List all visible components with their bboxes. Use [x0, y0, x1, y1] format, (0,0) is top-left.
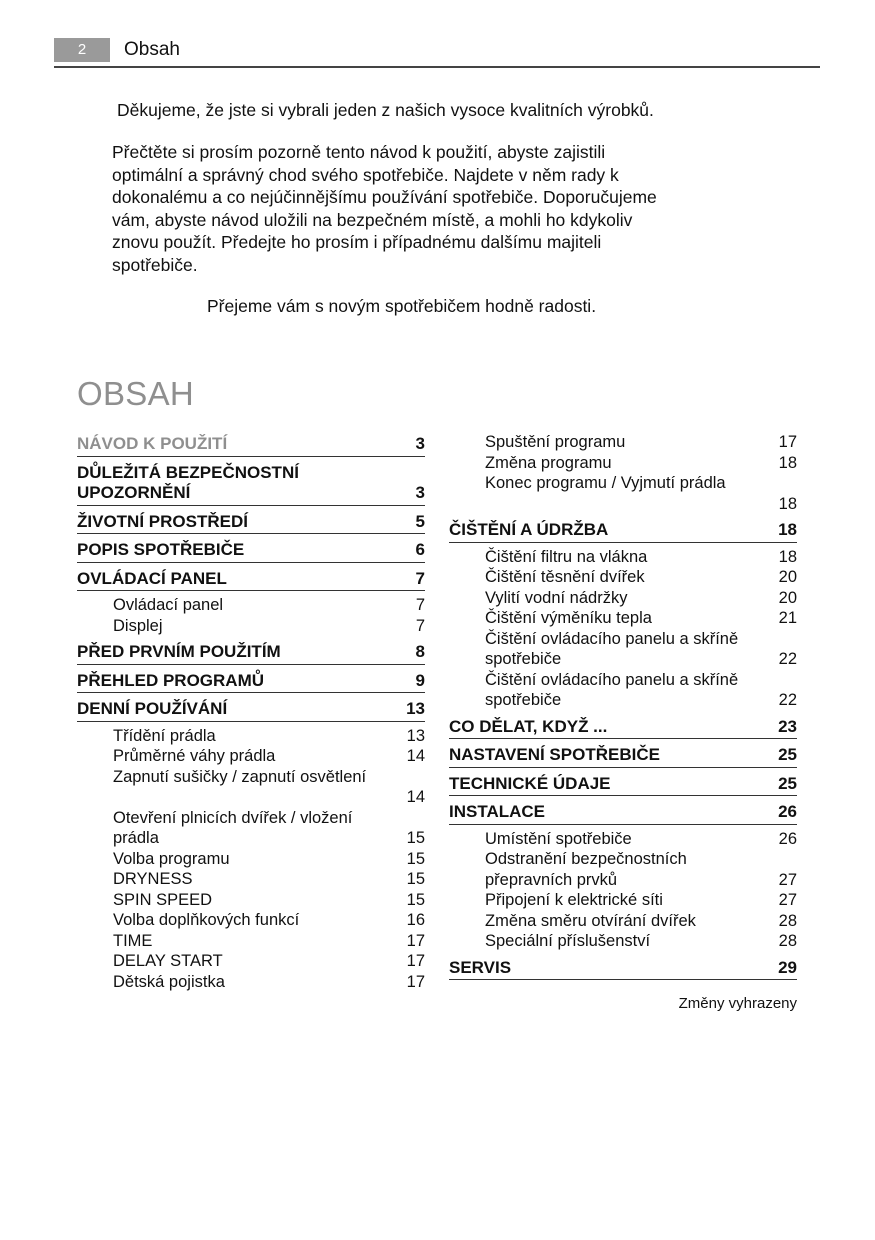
toc-section[interactable]: PŘEHLED PROGRAMŮ 9 — [77, 669, 425, 694]
toc-section[interactable]: POPIS SPOTŘEBIČE 6 — [77, 538, 425, 563]
toc-section[interactable]: DŮLEŽITÁ BEZPEČNOSTNÍ UPOZORNĚNÍ 3 — [77, 461, 425, 506]
toc-section[interactable]: CO DĚLAT, KDYŽ ... 23 — [449, 715, 797, 740]
toc-section[interactable]: NÁVOD K POUŽITÍ 3 — [77, 432, 425, 457]
toc-subentry[interactable]: Průměrné váhy prádla 14 — [113, 747, 425, 765]
toc-subentry[interactable]: Umístění spotřebiče 26 — [485, 829, 797, 848]
toc-subentry[interactable]: Zapnutí sušičky / zapnutí osvětlení 14 — [113, 767, 425, 806]
toc-section[interactable]: DENNÍ POUŽÍVÁNÍ 13 — [77, 697, 425, 722]
toc-subentry[interactable]: Změna směru otvírání dvířek 28 — [485, 911, 797, 930]
toc-subentry[interactable]: Dětská pojistka 17 — [113, 972, 425, 991]
header-title: Obsah — [124, 39, 180, 60]
page-header — [54, 38, 820, 68]
toc-subentry[interactable]: DELAY START 17 — [113, 952, 425, 970]
toc-subentry[interactable]: Třídění prádla 13 — [113, 726, 425, 745]
intro-wish: Přejeme vám s novým spotřebičem hodně radosti. — [207, 296, 597, 316]
toc-section[interactable]: SERVIS 29 — [449, 956, 797, 981]
intro-thanks: Děkujeme, že jste si vybrali jeden z našich vysoce kvalitních výrobků. — [117, 100, 654, 120]
toc-subentry[interactable]: Čištění filtru na vlákna 18 — [485, 547, 797, 566]
toc-heading: OBSAH — [77, 375, 195, 412]
toc-subentry[interactable]: Vylití vodní nádržky 20 — [485, 588, 797, 607]
toc-subentry[interactable]: Ovládací panel 7 — [113, 596, 425, 614]
toc-subentry[interactable]: DRYNESS 15 — [113, 870, 425, 888]
toc-right-column — [449, 432, 797, 984]
toc-left-column — [77, 432, 425, 992]
toc-section[interactable]: PŘED PRVNÍM POUŽITÍM 8 — [77, 640, 425, 665]
toc-section[interactable]: OVLÁDACÍ PANEL 7 — [77, 567, 425, 592]
toc-subentry[interactable]: Otevření plnicích dvířek / vložení prádla 15 — [113, 808, 425, 847]
toc-subentry[interactable]: SPIN SPEED 15 — [113, 890, 425, 909]
toc-subentry[interactable]: Čištění ovládacího panelu a skříně spotřebiče 22 — [485, 629, 797, 668]
toc-subentry[interactable]: Spuštění programu 17 — [485, 433, 797, 451]
footer-note: Změny vyhrazeny — [678, 995, 797, 1012]
toc-subentry[interactable]: Volba doplňkových funkcí 16 — [113, 911, 425, 929]
toc-subentry[interactable]: Volba programu 15 — [113, 849, 425, 868]
toc-section[interactable]: NASTAVENÍ SPOTŘEBIČE 25 — [449, 743, 797, 768]
toc-subentry[interactable]: Připojení k elektrické síti 27 — [485, 891, 797, 909]
toc-section[interactable]: ŽIVOTNÍ PROSTŘEDÍ 5 — [77, 510, 425, 535]
toc-subentry[interactable]: TIME 17 — [113, 931, 425, 950]
toc-subentry[interactable]: Změna programu 18 — [485, 453, 797, 472]
toc-subentry[interactable]: Speciální příslušenství 28 — [485, 932, 797, 950]
toc-subentry[interactable]: Displej 7 — [113, 616, 425, 635]
page-number: 2 — [54, 38, 110, 62]
toc-section[interactable]: ČIŠTĚNÍ A ÚDRŽBA 18 — [449, 518, 797, 543]
toc-subentry[interactable]: Odstranění bezpečnostních přepravních prvků 27 — [485, 850, 797, 889]
toc-section[interactable]: TECHNICKÉ ÚDAJE 25 — [449, 772, 797, 797]
toc-subentry[interactable]: Čištění ovládacího panelu a skříně spotřebiče 22 — [485, 670, 797, 709]
toc-subentry[interactable]: Konec programu / Vyjmutí prádla 18 — [485, 474, 797, 513]
toc-subentry[interactable]: Čištění těsnění dvířek 20 — [485, 568, 797, 586]
toc-subentry[interactable]: Čištění výměníku tepla 21 — [485, 609, 797, 627]
toc-section[interactable]: INSTALACE 26 — [449, 800, 797, 825]
intro-paragraph: Přečtěte si prosím pozorně tento návod k použití, abyste zajistili optimální a správný chod svého spotřebiče. Najdete v něm rady k dokonalému a co nejúčinnějšímu používání spotřebiče. Doporučujeme vám, abyste návod uložili na bezpečném místě, a mohli ho kdykoliv znovu použít. Předejte ho prosím i případnému dalšímu majiteli spotřebiče. — [112, 142, 657, 275]
